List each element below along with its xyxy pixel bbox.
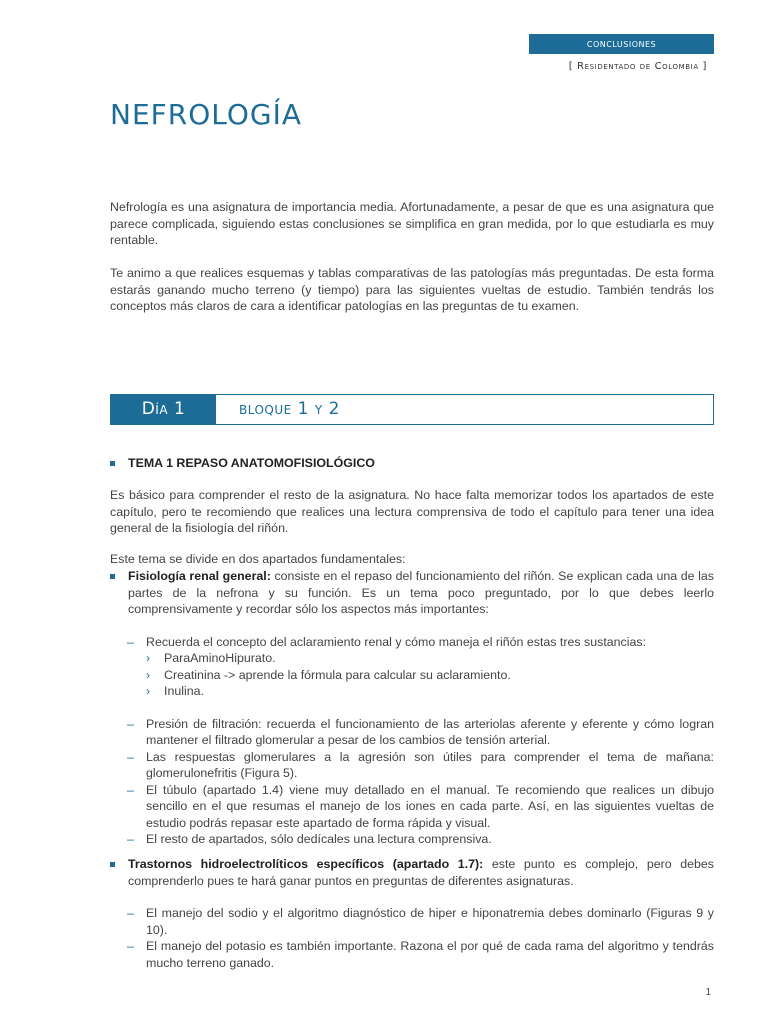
square-bullet-icon: [110, 461, 115, 466]
dash-icon: –: [127, 782, 134, 797]
trastornos-body: este punto es complejo, pero debes comprenderlo pues te hará ganar puntos en preguntas de diferentes asignaturas.: [128, 857, 714, 888]
fisiologia-body: consiste en el repaso del funcionamiento del riñón. Se explican cada una de las partes de la nefrona y su función. Es un tema poco preguntado, por lo que debes leerlo comprensivamente y recordar sólo los aspectos más importantes:: [128, 569, 714, 616]
tema1-paragraph-2: Este tema se divide en dos apartados fundamentales:: [110, 552, 406, 566]
day-label: Día 1: [111, 395, 216, 424]
chevron-right-icon: ›: [146, 667, 151, 682]
fisiologia-dash-4: El túbulo (apartado 1.4) viene muy detallado en el manual. Te recomiendo que realices un dibujo sencillo en el que resumas el manejo de los iones en cada parte. Así, en las siguientes vueltas de estudio podrás repasar este apartado de forma rápida y visual.: [146, 782, 714, 830]
chevron-right-icon: ›: [146, 651, 151, 665]
square-bullet-icon: [110, 574, 115, 579]
list-item: [110, 782, 714, 832]
list-item: [110, 831, 714, 848]
list-item: [110, 667, 714, 684]
tema1-heading-row: [110, 455, 714, 472]
fisiologia-dash-2: Presión de filtración: recuerda el funcionamiento de las arteriolas aferente y eferente y cómo logran mantener el filtrado glomerular a pesar de los cambios de tensión arterial.: [146, 716, 714, 747]
fisiologia-dash-5: El resto de apartados, sólo dedícales una lectura comprensiva.: [146, 832, 492, 846]
list-item: [110, 683, 714, 700]
list-item: [110, 938, 714, 971]
dash-icon: –: [127, 939, 134, 953]
tema1-heading: TEMA 1 REPASO ANATOMOFISIOLÓGICO: [128, 456, 375, 470]
list-item: [110, 634, 714, 651]
fisiologia-sub-3: Inulina.: [164, 684, 204, 698]
fisiologia-sub-1: ParaAminoHipurato.: [164, 651, 276, 665]
list-item: [110, 716, 714, 749]
list-item: [110, 749, 714, 782]
intro-paragraph-1: Nefrología es una asignatura de importancia media. Afortunadamente, a pesar de que es una asignatura que parece complicada, siguiendo estas conclusiones se simplifica en gran medida, por lo que estudiarla es muy rentable.: [110, 200, 714, 247]
fisiologia-section: [110, 568, 714, 848]
intro-paragraph-2: Te animo a que realices esquemas y tablas comparativas de las patologías más preguntadas. De esta forma estarás ganando mucho terreno (y tiempo) para las siguientes vueltas de estudio. También tendrás los conceptos más claros de cara a identificar patologías en las preguntas de tu examen.: [110, 266, 714, 313]
page-title: nefrología: [110, 88, 302, 134]
block-label: bloque 1 y 2: [239, 399, 340, 419]
fisiologia-sub-2: Creatinina -> aprende la fórmula para calcular su aclaramiento.: [164, 667, 511, 682]
subtitle-tag: [ Residentado de Colombia ]: [568, 61, 707, 72]
tema1-paragraph-1: Es básico para comprender el resto de la asignatura. No hace falta memorizar todos los apartados de este capítulo, pero te recomiendo que realices una lectura comprensiva de todo el capítulo para tener una idea general de la fisiología del riñón.: [110, 488, 714, 535]
fisiologia-dash-3: Las respuestas glomerulares a la agresión son útiles para comprender el tema de mañana: glomerulonefritis (Figura 5).: [146, 749, 714, 780]
chevron-right-icon: ›: [146, 684, 151, 698]
list-item: [110, 905, 714, 938]
section-tag: conclusiones: [529, 34, 714, 54]
fisiologia-text: [128, 568, 714, 618]
dash-icon: –: [127, 716, 134, 731]
dash-icon: –: [127, 832, 134, 846]
dash-icon: –: [127, 749, 134, 764]
trastornos-dash-2: El manejo del potasio es también importante. Razona el por qué de cada rama del algoritmo y tendrás mucho terreno ganado.: [146, 939, 714, 970]
day-banner: [110, 394, 714, 425]
square-bullet-icon: [110, 862, 115, 867]
trastornos-bold: Trastornos hidroelectrolíticos específicos (apartado 1.7):: [128, 857, 484, 871]
fisiologia-bold: Fisiología renal general:: [128, 569, 271, 583]
dash-icon: –: [127, 634, 134, 649]
trastornos-text: [128, 856, 714, 889]
trastornos-dash-1: El manejo del sodio y el algoritmo diagnóstico de hiper e hiponatremia debes dominarlo (Figuras 9 y 10).: [146, 906, 714, 937]
page-number: 1: [705, 987, 711, 998]
list-item: [110, 650, 714, 667]
trastornos-section: [110, 856, 714, 971]
dash-icon: –: [127, 906, 134, 920]
fisiologia-dash-1: Recuerda el concepto del aclaramiento renal y cómo maneja el riñón estas tres sustancias:: [146, 634, 647, 649]
